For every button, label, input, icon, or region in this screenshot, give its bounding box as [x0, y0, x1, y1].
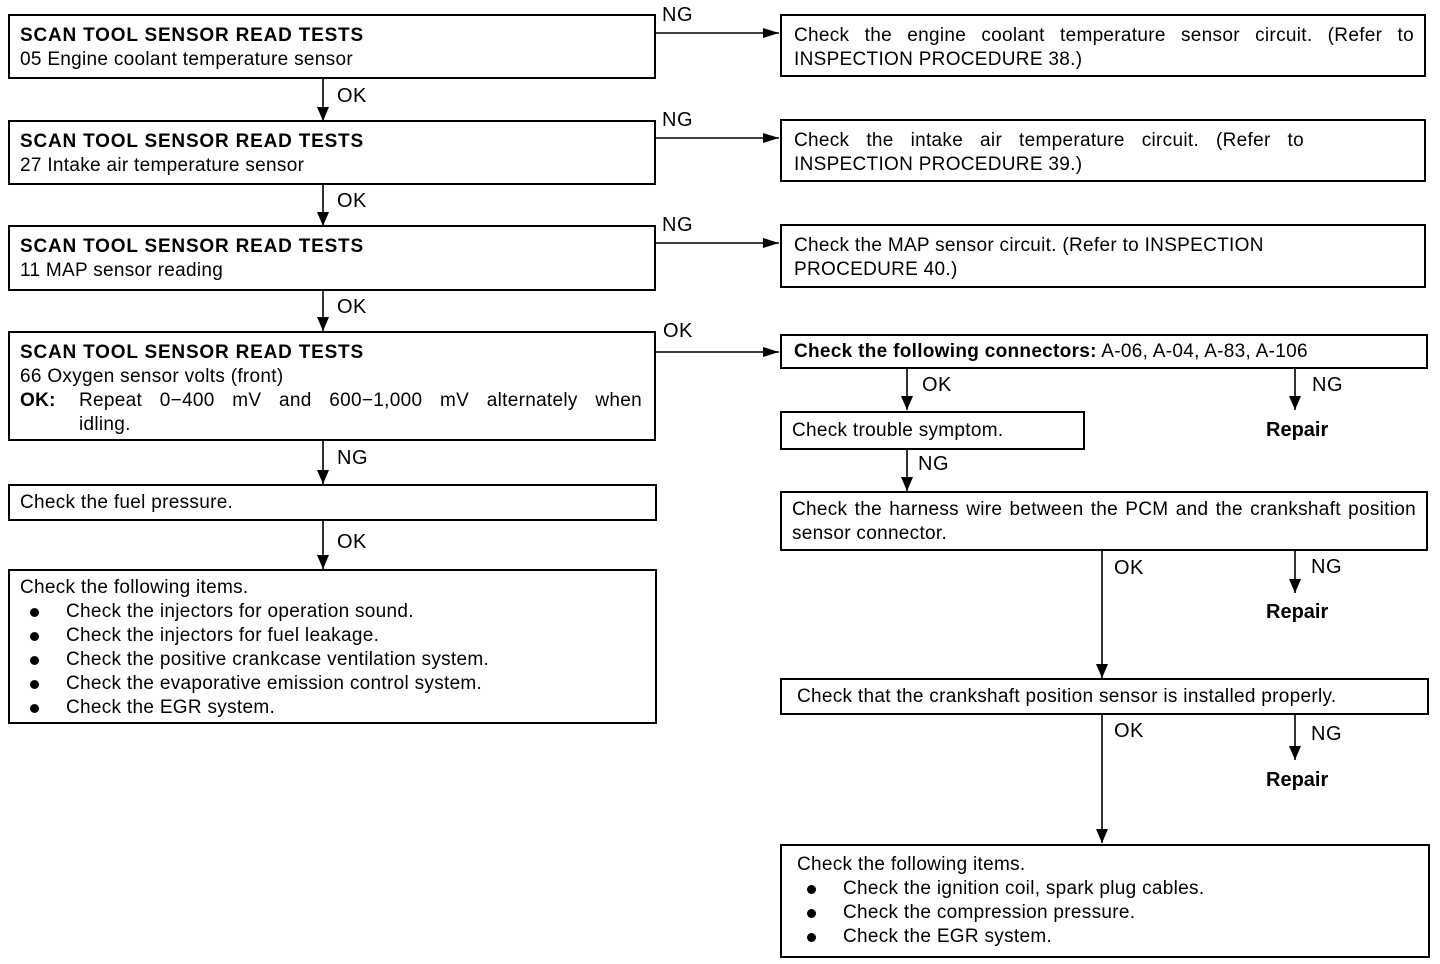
scan-test-box-05: [8, 14, 656, 79]
list-item: Check the ignition coil, spark plug cables.: [797, 877, 1418, 901]
repair-label: Repair: [1266, 769, 1329, 791]
box-title: Check the following items.: [797, 854, 1026, 875]
ok-label: OK: [1114, 557, 1144, 579]
ok-continuation: idling.: [79, 414, 131, 435]
ok-label: OK: [337, 190, 367, 212]
ng-label: NG: [1311, 723, 1342, 745]
intake-air-circuit-box: [780, 119, 1426, 182]
connectors-heading: Check the following connectors:: [794, 341, 1097, 362]
list-item: Check the EGR system.: [797, 925, 1418, 949]
box-line: 11 MAP sensor reading: [20, 260, 224, 281]
ok-label: OK: [663, 320, 693, 342]
check-items-box-right: [780, 844, 1430, 958]
list-item: Check the compression pressure.: [797, 901, 1418, 925]
check-item-list: [20, 600, 645, 720]
repair-label: Repair: [1266, 419, 1329, 441]
scan-test-box-11: [8, 225, 656, 291]
ng-label: NG: [662, 4, 693, 26]
box-line: 27 Intake air temperature sensor: [20, 155, 305, 176]
coolant-circuit-box: [780, 14, 1426, 77]
box-title: SCAN TOOL SENSOR READ TESTS: [20, 131, 364, 152]
check-items-box-left: [8, 569, 657, 724]
ok-label: OK: [337, 85, 367, 107]
list-item: Check the injectors for operation sound.: [20, 600, 645, 624]
box-text: Check the intake air temperature circuit. (Refer to INSPECTION PROCEDURE 39.): [794, 130, 1304, 175]
ok-condition: [20, 389, 642, 413]
list-item: Check the injectors for fuel leakage.: [20, 624, 645, 648]
list-item: Check the EGR system.: [20, 696, 645, 720]
ng-label: NG: [337, 447, 368, 469]
box-title: Check the following items.: [20, 577, 249, 598]
ok-label: OK: [1114, 720, 1144, 742]
box-title: SCAN TOOL SENSOR READ TESTS: [20, 25, 364, 46]
ng-label: NG: [662, 214, 693, 236]
box-text: Check the MAP sensor circuit. (Refer to INSPECTION PROCEDURE 40.): [794, 235, 1264, 280]
list-item: Check the evaporative emission control system.: [20, 672, 645, 696]
ok-label: OK: [337, 296, 367, 318]
ng-label: NG: [662, 109, 693, 131]
fuel-pressure-box: [8, 484, 657, 521]
check-item-list: [797, 877, 1418, 949]
sensor-installed-box: [780, 678, 1429, 715]
ok-text: Repeat 0−400 mV and 600−1,000 mV alternately when: [79, 390, 642, 411]
ng-label: NG: [918, 453, 949, 475]
map-circuit-box: [780, 224, 1426, 288]
trouble-symptom-box: [780, 411, 1085, 450]
box-text: Check the harness wire between the PCM and the crankshaft position sensor connector.: [792, 499, 1416, 544]
box-title: SCAN TOOL SENSOR READ TESTS: [20, 236, 364, 257]
ok-label: OK: [922, 374, 952, 396]
box-line: 05 Engine coolant temperature sensor: [20, 49, 353, 70]
harness-wire-box: [780, 491, 1428, 551]
box-text: Check the fuel pressure.: [20, 492, 234, 513]
ng-label: NG: [1312, 374, 1343, 396]
scan-test-box-66: [8, 331, 656, 441]
box-title: SCAN TOOL SENSOR READ TESTS: [20, 342, 364, 363]
list-item: Check the positive crankcase ventilation system.: [20, 648, 645, 672]
ng-label: NG: [1311, 556, 1342, 578]
connectors-list: A-06, A-04, A-83, A-106: [1096, 341, 1308, 362]
connectors-box: [780, 334, 1428, 369]
ok-label: OK: [337, 531, 367, 553]
box-text: Check trouble symptom.: [792, 420, 1004, 441]
box-line: 66 Oxygen sensor volts (front): [20, 366, 284, 387]
box-text: Check that the crankshaft position sensor is installed properly.: [797, 686, 1337, 707]
scan-test-box-27: [8, 120, 656, 185]
ok-key: OK:: [20, 390, 56, 411]
box-text: Check the engine coolant temperature sensor circuit. (Refer to INSPECTION PROCEDURE 38.): [794, 25, 1414, 70]
repair-label: Repair: [1266, 601, 1329, 623]
